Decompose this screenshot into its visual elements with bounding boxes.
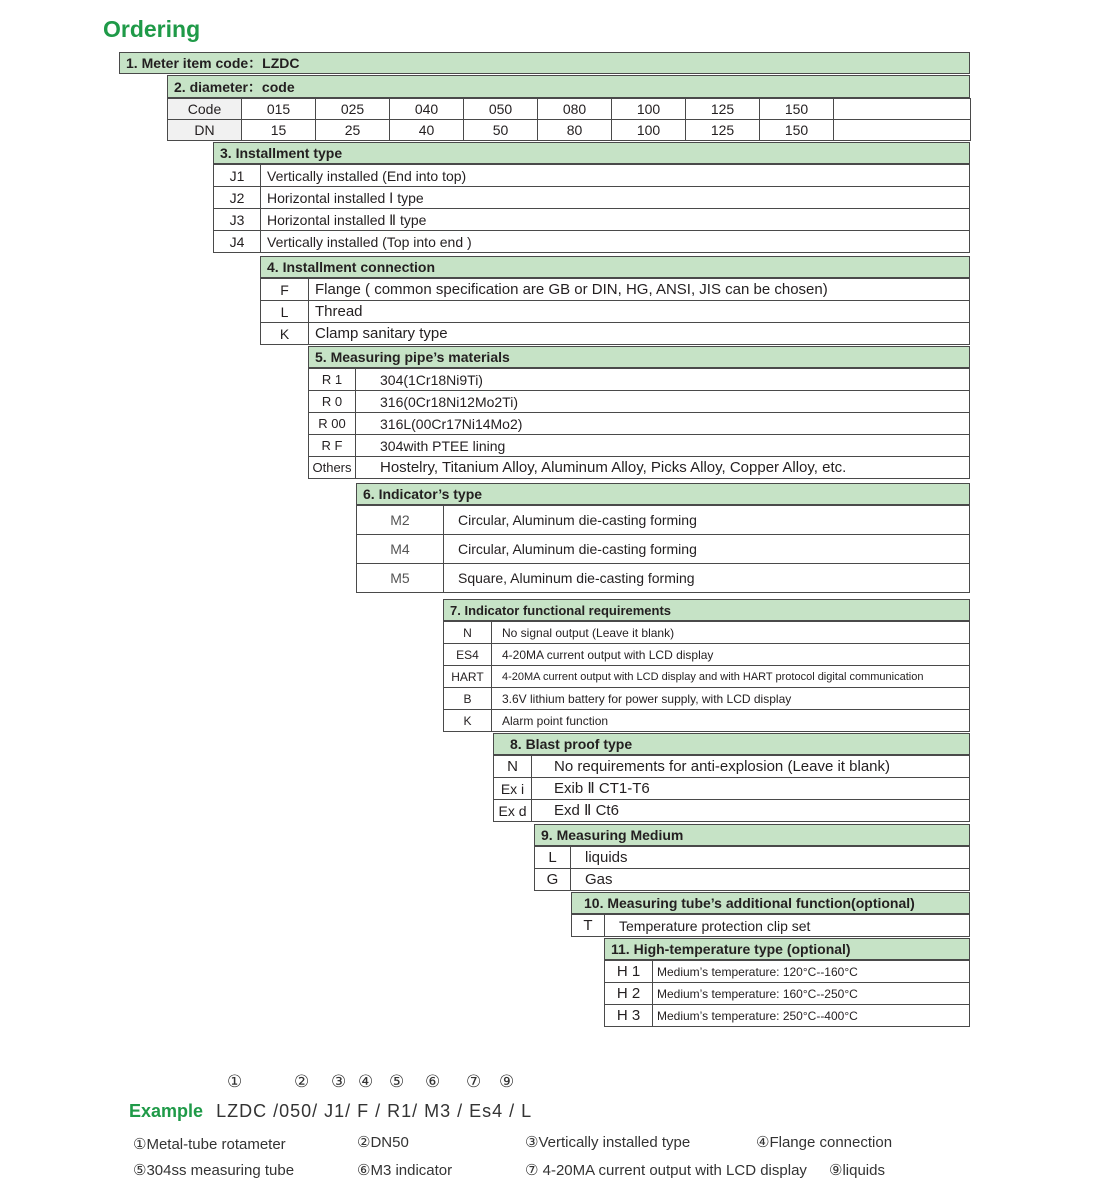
code-cell: HART [444, 666, 492, 688]
page-title: Ordering [103, 16, 201, 42]
marker: ⑨ [499, 1072, 515, 1091]
table-row [309, 457, 970, 479]
installment-connection-table [260, 278, 970, 345]
table-row [261, 323, 970, 345]
code-cell: R 00 [309, 413, 356, 435]
code-cell: 125 [686, 99, 760, 120]
desc-cell: 304(1Cr18Ni9Ti) [356, 369, 970, 391]
code-cell: 050 [464, 99, 538, 120]
desc-cell: 316(0Cr18Ni12Mo2Ti) [356, 391, 970, 413]
code-cell: G [535, 869, 571, 891]
marker: ④ [358, 1072, 374, 1091]
table-row [572, 915, 970, 937]
section-installment-type [213, 142, 970, 253]
desc-cell: Flange ( common specification are GB or DIN, HG, ANSI, JIS can be chosen) [309, 279, 970, 301]
legend-item: ④Flange connection [756, 1134, 893, 1151]
table-row [444, 644, 970, 666]
table-row [214, 231, 970, 253]
desc-cell: Medium’s temperature: 160°C--250°C [653, 983, 970, 1005]
dn-cell: 50 [464, 120, 538, 141]
code-cell: J4 [214, 231, 261, 253]
table-row [444, 622, 970, 644]
code-cell: N [444, 622, 492, 644]
code-cell: Ex d [494, 800, 532, 822]
section-diameter [167, 75, 970, 141]
high-temperature-table [604, 960, 970, 1027]
legend-item: ⑥M3 indicator [357, 1162, 453, 1179]
section-header: 9. Measuring Medium [534, 824, 970, 846]
desc-cell: Horizontal installed Ⅰ type [261, 187, 970, 209]
code-cell: K [444, 710, 492, 732]
desc-cell: 304with PTEE lining [356, 435, 970, 457]
code-cell: L [261, 301, 309, 323]
desc-cell: Vertically installed (End into top) [261, 165, 970, 187]
table-row [444, 688, 970, 710]
table-row [309, 413, 970, 435]
pipe-materials-table [308, 368, 970, 479]
row-label: Code [168, 99, 242, 120]
code-cell: N [494, 756, 532, 778]
desc-cell: Gas [571, 869, 970, 891]
table-row [261, 279, 970, 301]
table-row [357, 535, 970, 564]
desc-cell: Exib Ⅱ CT1-T6 [532, 778, 970, 800]
table-row [535, 847, 970, 869]
table-row [214, 187, 970, 209]
desc-cell: Medium’s temperature: 120°C--160°C [653, 961, 970, 983]
marker: ⑤ [389, 1072, 405, 1091]
desc-cell: Vertically installed (Top into end ) [261, 231, 970, 253]
section-header: 8. Blast proof type [493, 733, 970, 755]
code-cell: R 1 [309, 369, 356, 391]
example-code: LZDC /050/ J1/ F / R1/ M3 / Es4 / L [216, 1101, 533, 1121]
marker: ② [294, 1072, 310, 1091]
desc-cell: Thread [309, 301, 970, 323]
section-tube-additional-function [571, 892, 970, 937]
code-cell: J3 [214, 209, 261, 231]
section-header: 4. Installment connection [260, 256, 970, 278]
desc-cell: No signal output (Leave it blank) [492, 622, 970, 644]
dn-cell: 125 [686, 120, 760, 141]
measuring-medium-table [534, 846, 970, 891]
legend-item: ②DN50 [357, 1134, 409, 1151]
section-indicator-functional-requirements [443, 599, 970, 732]
marker: ③ [331, 1072, 347, 1091]
desc-cell: Square, Aluminum die-casting forming [444, 564, 970, 593]
dn-cell: 150 [760, 120, 834, 141]
table-row [261, 301, 970, 323]
dn-cell: 15 [242, 120, 316, 141]
desc-cell: Horizontal installed Ⅱ type [261, 209, 970, 231]
dn-cell: 100 [612, 120, 686, 141]
table-row [494, 800, 970, 822]
code-cell: 025 [316, 99, 390, 120]
table-row [605, 1005, 970, 1027]
marker: ⑦ [466, 1072, 482, 1091]
code-cell: 150 [760, 99, 834, 120]
desc-cell: Temperature protection clip set [605, 915, 970, 937]
table-row [214, 165, 970, 187]
code-cell: 100 [612, 99, 686, 120]
desc-cell: 4-20MA current output with LCD display and with HART protocol digital communication [492, 666, 970, 688]
example-row [129, 1101, 532, 1122]
table-row [309, 435, 970, 457]
dn-cell: 80 [538, 120, 612, 141]
tube-additional-function-table [571, 914, 970, 937]
example-label: Example [129, 1101, 204, 1121]
desc-cell: Clamp sanitary type [309, 323, 970, 345]
table-row [309, 369, 970, 391]
section-measuring-medium [534, 824, 970, 891]
table-row [357, 564, 970, 593]
blast-proof-table [493, 755, 970, 822]
desc-cell: Exd Ⅱ Ct6 [532, 800, 970, 822]
section-high-temperature-type [604, 938, 970, 1027]
empty-cell [834, 120, 971, 141]
desc-cell: liquids [571, 847, 970, 869]
code-cell: J2 [214, 187, 261, 209]
desc-cell: 316L(00Cr17Ni14Mo2) [356, 413, 970, 435]
desc-cell: Hostelry, Titanium Alloy, Aluminum Alloy, Picks Alloy, Copper Alloy, etc. [356, 457, 970, 479]
desc-cell: Alarm point function [492, 710, 970, 732]
section-header: 11. High-temperature type (optional) [604, 938, 970, 960]
desc-cell: Circular, Aluminum die-casting forming [444, 535, 970, 564]
section-blast-proof-type [493, 733, 970, 822]
code-cell: 080 [538, 99, 612, 120]
section-header: 6. Indicator’s type [356, 483, 970, 505]
code-cell: R F [309, 435, 356, 457]
dn-cell: 40 [390, 120, 464, 141]
table-row [214, 209, 970, 231]
legend-item: ⑤304ss measuring tube [133, 1162, 295, 1179]
desc-cell: 4-20MA current output with LCD display [492, 644, 970, 666]
section-header: 1. Meter item code：LZDC [119, 52, 970, 74]
code-cell: Ex i [494, 778, 532, 800]
empty-cell [834, 99, 971, 120]
desc-cell: 3.6V lithium battery for power supply, with LCD display [492, 688, 970, 710]
indicator-functional-table [443, 621, 970, 732]
code-cell: M5 [357, 564, 444, 593]
code-cell: H 3 [605, 1005, 653, 1027]
marker: ① [227, 1072, 243, 1091]
desc-cell: Medium’s temperature: 250°C--400°C [653, 1005, 970, 1027]
marker: ⑥ [425, 1072, 441, 1091]
section-header: 10. Measuring tube’s additional function(optional) [571, 892, 970, 914]
table-row [357, 506, 970, 535]
code-cell: J1 [214, 165, 261, 187]
code-cell: M4 [357, 535, 444, 564]
section-header: 7. Indicator functional requirements [443, 599, 970, 621]
section-header: 5. Measuring pipe’s materials [308, 346, 970, 368]
indicator-type-table [356, 505, 970, 593]
legend-item: ①Metal-tube rotameter [133, 1136, 286, 1153]
table-row [444, 666, 970, 688]
dn-row [168, 120, 971, 141]
legend-item: ③Vertically installed type [525, 1134, 691, 1151]
code-cell: H 1 [605, 961, 653, 983]
section-indicator-type [356, 483, 970, 593]
table-row [535, 869, 970, 891]
code-cell: H 2 [605, 983, 653, 1005]
legend-item: ⑦ 4-20MA current output with LCD display [525, 1162, 807, 1179]
section-header: 3. Installment type [213, 142, 970, 164]
row-label: DN [168, 120, 242, 141]
table-row [309, 391, 970, 413]
code-cell: F [261, 279, 309, 301]
desc-cell: Circular, Aluminum die-casting forming [444, 506, 970, 535]
table-row [444, 710, 970, 732]
legend-item: ⑨liquids [829, 1162, 885, 1179]
table-row [494, 778, 970, 800]
dn-cell: 25 [316, 120, 390, 141]
code-row [168, 99, 971, 120]
section-installment-connection [260, 256, 970, 345]
section-pipe-materials [308, 346, 970, 479]
section-meter-item-code [119, 52, 970, 74]
code-cell: 015 [242, 99, 316, 120]
table-row [605, 983, 970, 1005]
installment-type-table [213, 164, 970, 253]
table-row [494, 756, 970, 778]
code-cell: B [444, 688, 492, 710]
code-cell: R 0 [309, 391, 356, 413]
code-cell: L [535, 847, 571, 869]
diameter-table [167, 98, 971, 141]
code-cell: ES4 [444, 644, 492, 666]
code-cell: M2 [357, 506, 444, 535]
table-row [605, 961, 970, 983]
code-cell: Others [309, 457, 356, 479]
code-cell: 040 [390, 99, 464, 120]
desc-cell: No requirements for anti-explosion (Leave it blank) [532, 756, 970, 778]
code-cell: K [261, 323, 309, 345]
code-cell: T [572, 915, 605, 937]
section-header: 2. diameter：code [167, 75, 970, 98]
